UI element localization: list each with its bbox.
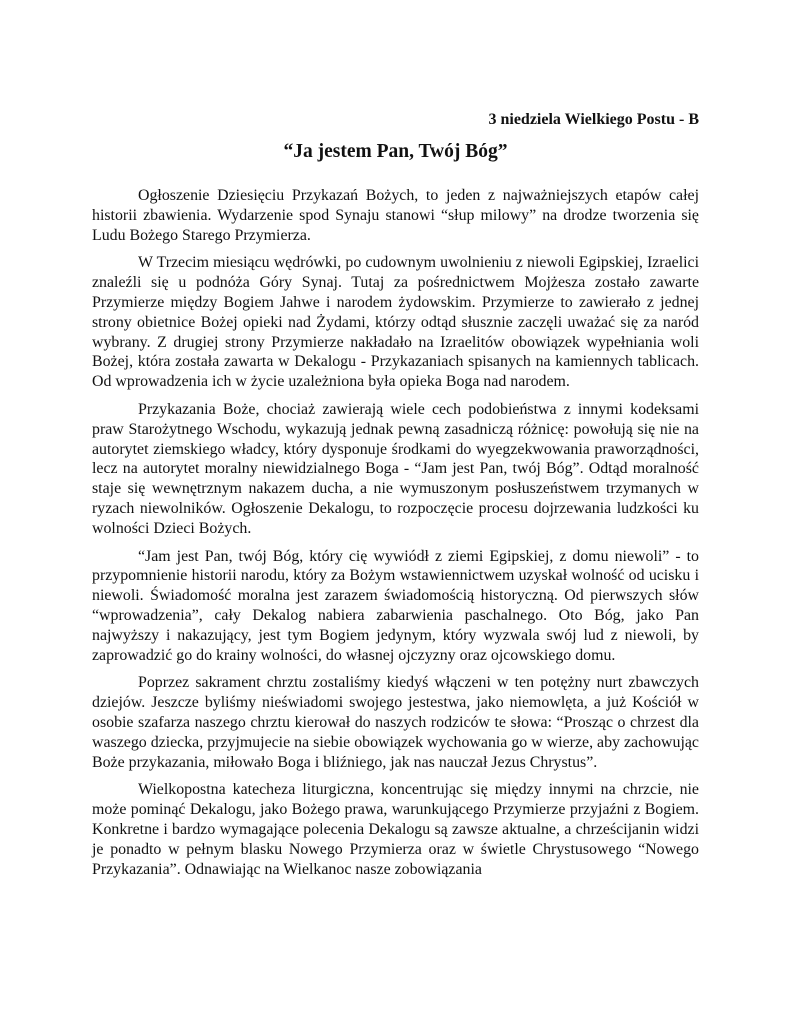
liturgical-date-header: 3 niedziela Wielkiego Postu - B: [488, 111, 699, 128]
paragraph: “Jam jest Pan, twój Bóg, który cię wywiódł z ziemi Egipskiej, z domu niewoli” - to przypomnienie historii narodu, który za Bożym wstawiennictwem uzyskał wolność od ucisku i niewoli. Świadomość moralna jest zarazem świadomością historyczną. Od pierwszych słów “wprowadzenia”, cały Dekalog nabiera zabarwienia paschalnego. Oto Bóg, jako Pan najwyższy i nakazujący, jest tym Bogiem jedynym, który wyzwala swój lud z niewoli, by zaprowadzić go do krainy wolności, do własnej ojczyzny oraz ojcowskiego domu.: [92, 547, 699, 664]
paragraph: Przykazania Boże, chociaż zawierają wiele cech podobieństwa z innymi kodeksami praw Starożytnego Wschodu, wykazują jednak pewną zasadniczą różnicę: powołują się nie na autorytet ziemskiego władcy, który dysponuje środkami do wyegzekwowania praworządności, lecz na autorytet moralny niewidzialnego Boga - “Jam jest Pan, twój Bóg”. Odtąd moralność staje się wewnętrznym nakazem ducha, a nie wymuszonym posłuszeństwem trzymanych w ryzach niewolników. Ogłoszenie Dekalogu, to rozpoczęcie procesu dojrzewania ludzkości ku wolności Dzieci Bożych.: [92, 400, 699, 537]
paragraph: W Trzecim miesiącu wędrówki, po cudownym uwolnieniu z niewoli Egipskiej, Izraelici znaleźli się u podnóża Góry Synaj. Tutaj za pośrednictwem Mojżesza zostało zawarte Przymierze między Bogiem Jahwe i narodem żydowskim. Przymierze to zawierało z jednej strony obietnice Bożej opieki nad Żydami, którzy odtąd słusznie zaczęli uważać się za naród wybrany. Z drugiej strony Przymierze nakładało na Izraelitów obowiązek wypełniania woli Bożej, która została zawarta w Dekalogu - Przykazaniach spisanych na kamiennych tablicach. Od wprowadzenia ich w życie uzależniona była opieka Boga nad narodem.: [92, 254, 699, 391]
document-page: [92, 110, 699, 887]
paragraph: Wielkopostna katecheza liturgiczna, koncentrując się między innymi na chrzcie, nie może pominąć Dekalogu, jako Bożego prawa, warunkującego Przymierze przyjaźni z Bogiem. Konkretne i bardzo wymagające polecenia Dekalogu są zawsze aktualne, a chrześcijanin widzi je ponadto w pełnym blasku Nowego Przymierza oraz w świetle Chrystusowego “Nowego Przykazania”. Odnawiając na Wielkanoc nasze zobowiązania: [92, 781, 699, 878]
paragraph: Poprzez sakrament chrztu zostaliśmy kiedyś włączeni w ten potężny nurt zbawczych dziejów. Jeszcze byliśmy nieświadomi swojego jestestwa, jako niemowlęta, a już Kościół w osobie szafarza naszego chrztu kierował do naszych rodziców te słowa: “Prosząc o chrzest dla waszego dziecka, przyjmujecie na siebie obowiązek wychowania go w wierze, aby zachowując Boże przykazania, miłowało Boga i bliźniego, jak nas nauczał Jezus Chrystus”.: [92, 674, 699, 771]
paragraph: Ogłoszenie Dziesięciu Przykazań Bożych, to jeden z najważniejszych etapów całej historii zbawienia. Wydarzenie spod Synaju stanowi “słup milowy” na drodze tworzenia się Ludu Bożego Starego Przymierza.: [92, 187, 699, 244]
document-title: “Ja jestem Pan, Twój Bóg”: [283, 141, 508, 162]
